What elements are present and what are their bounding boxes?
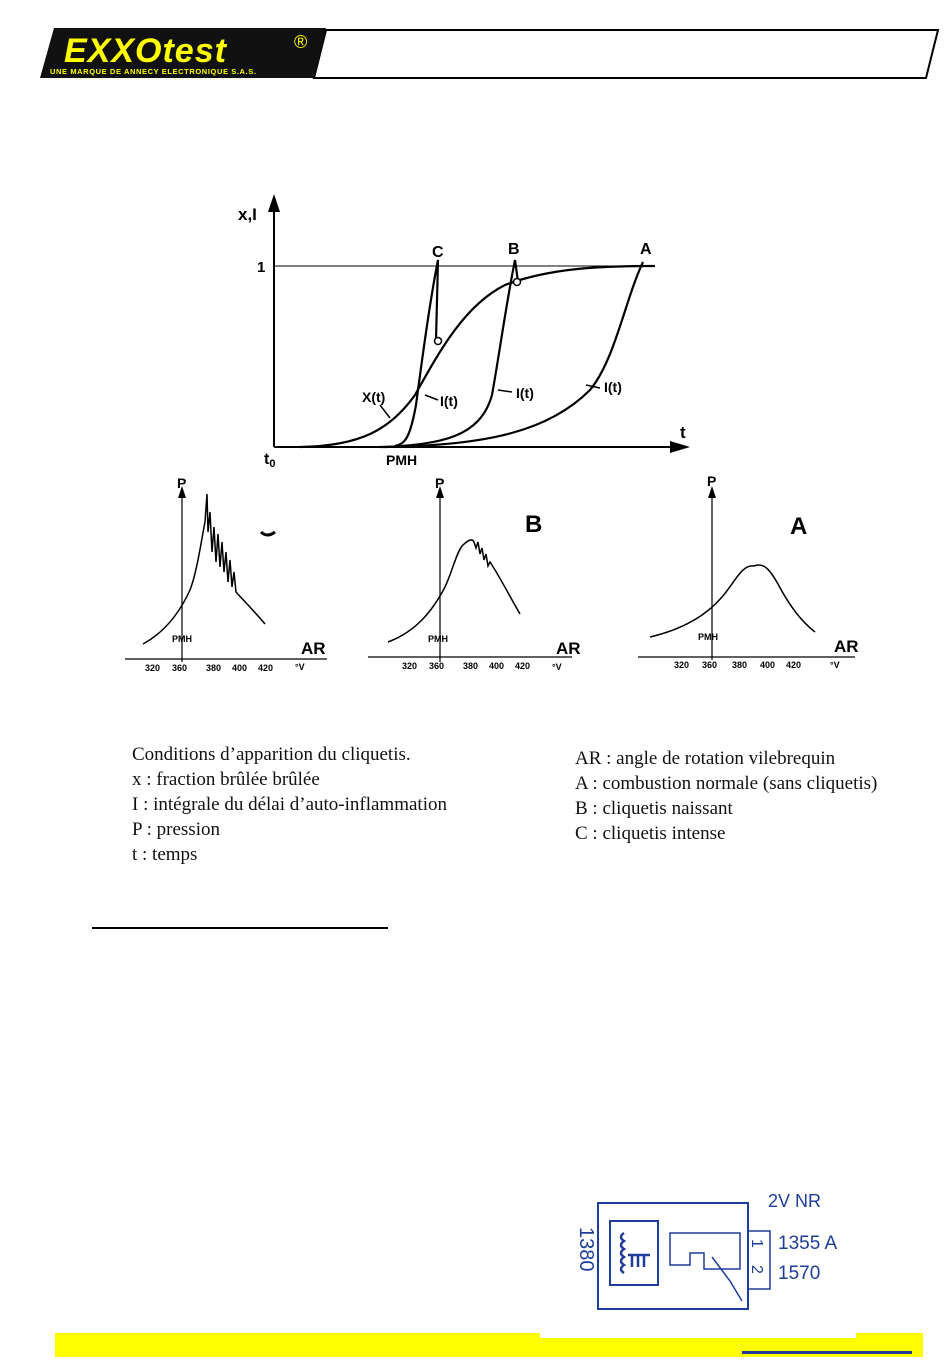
i-t-curve-a	[380, 262, 643, 447]
tick-label: 380	[206, 663, 222, 673]
tick-label: 400	[489, 661, 505, 671]
pressure-chart-a	[630, 472, 870, 677]
tick-label: 320	[402, 661, 418, 671]
tick-label: 420	[258, 663, 274, 673]
stamp-switch-icon	[670, 1233, 742, 1301]
caption-line: I : intégrale du délai d’auto-inflammation	[132, 794, 447, 815]
ar-label: AR	[834, 637, 859, 656]
tick-label: 360	[429, 661, 445, 671]
intersection-b	[514, 279, 521, 286]
footer-notch	[540, 1333, 856, 1338]
ar-label: AR	[556, 639, 581, 658]
caption-line: C : cliquetis intense	[575, 823, 726, 844]
tick-label: 380	[732, 660, 748, 670]
y-axis-label: x,I	[238, 205, 257, 224]
section-divider	[92, 927, 388, 929]
pmh-label: PMH	[172, 634, 192, 644]
p-label: P	[177, 475, 187, 491]
stamp-code-2: 1570	[778, 1263, 821, 1284]
caption-title: Conditions d’apparition du cliquetis.	[132, 744, 411, 765]
stamp-top-label: 2V NR	[768, 1191, 822, 1211]
x-axis-arrow	[670, 441, 690, 453]
ar-label: AR	[301, 639, 326, 658]
tick-label: 360	[702, 660, 718, 670]
pmh-label: PMH	[698, 632, 718, 642]
i-t-label-1: I(t)	[440, 393, 458, 409]
header-frame	[314, 30, 938, 78]
origin-label: t0	[264, 451, 276, 470]
pressure-curve	[650, 565, 815, 637]
registered-mark: ®	[294, 32, 308, 52]
x-axis-label: t	[680, 423, 686, 442]
chart-letter: B	[525, 511, 543, 538]
curve-label-c: C	[432, 244, 444, 261]
unit-label: °V	[552, 662, 562, 672]
tick-label: 400	[760, 660, 776, 670]
logo-text: EXXOtest	[64, 32, 227, 70]
unit-label: °V	[295, 662, 305, 672]
stamp-code-1: 1355 A	[778, 1233, 838, 1254]
stamp-side-number: 1380	[575, 1227, 597, 1272]
caption-line: A : combustion normale (sans cliquetis)	[575, 773, 878, 794]
x-t-pointer	[380, 405, 390, 418]
y-axis-arrow	[268, 194, 280, 212]
y-tick-one: 1	[257, 259, 266, 276]
caption-line: P : pression	[132, 819, 220, 840]
i-t-pointer-1	[425, 395, 438, 400]
tick-label: 380	[463, 661, 479, 671]
i-t-label-3: I(t)	[604, 379, 622, 395]
stamp-frame	[598, 1203, 748, 1309]
stamp-coil-icon	[621, 1233, 650, 1273]
unit-label: °V	[830, 660, 840, 670]
i-t-pointer-2	[498, 390, 512, 392]
tick-label: 400	[232, 663, 248, 673]
tick-label: 420	[515, 661, 531, 671]
logo-tagline: UNE MARQUE DE ANNECY ELECTRONIQUE S.A.S.	[50, 67, 257, 76]
pressure-curve	[388, 540, 520, 642]
pressure-chart-c	[115, 472, 345, 677]
p-label: P	[435, 475, 445, 491]
caption-line: x : fraction brûlée brûlée	[132, 769, 320, 790]
caption-line: B : cliquetis naissant	[575, 798, 733, 819]
stamp-pin-1: 1	[748, 1239, 765, 1248]
curve-label-a: A	[640, 241, 652, 258]
footer-link-underline	[742, 1351, 912, 1354]
stamp-pin-2: 2	[748, 1265, 765, 1274]
burn-fraction-figure	[230, 190, 700, 470]
i-t-label-2: I(t)	[516, 385, 534, 401]
caption-line: AR : angle de rotation vilebrequin	[575, 748, 836, 769]
i-t-curve-c	[395, 260, 438, 446]
x-t-label: X(t)	[362, 389, 386, 405]
header-banner	[40, 26, 940, 82]
caption-legend-right	[575, 746, 877, 846]
pmh-label: PMH	[386, 452, 418, 468]
tick-label: 320	[145, 663, 161, 673]
stamp-icon-box	[610, 1221, 658, 1285]
p-label: P	[707, 473, 717, 489]
relay-stamp	[572, 1185, 842, 1315]
chart-letter: A	[790, 513, 808, 540]
tick-label: 360	[172, 663, 188, 673]
caption-legend-left	[132, 742, 447, 867]
pmh-label: PMH	[428, 634, 448, 644]
chart-letter-fragment	[261, 532, 275, 535]
caption-line: t : temps	[132, 844, 198, 865]
pressure-chart-b	[360, 472, 590, 677]
curve-label-b: B	[508, 241, 520, 258]
intersection-c	[435, 338, 442, 345]
pressure-curve	[143, 494, 265, 644]
tick-label: 320	[674, 660, 690, 670]
tick-label: 420	[786, 660, 802, 670]
